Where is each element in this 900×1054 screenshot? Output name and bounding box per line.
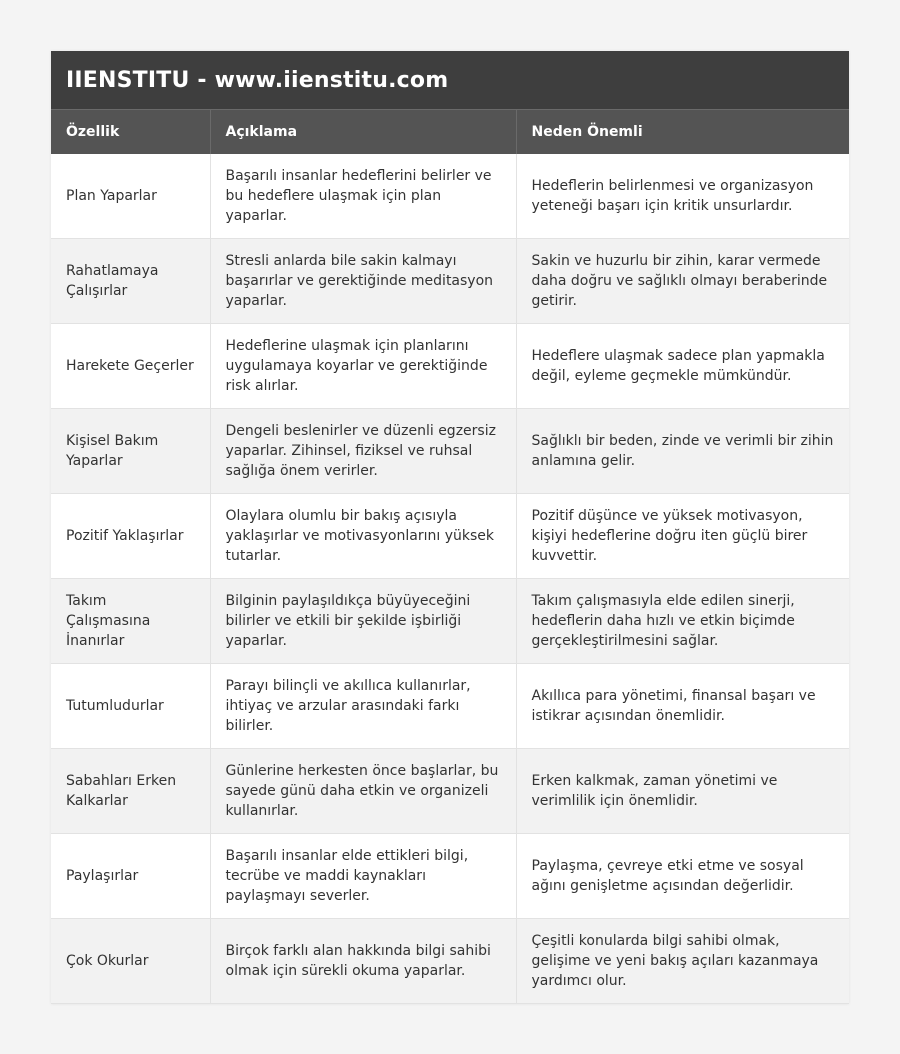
table-row: [51, 324, 849, 409]
feature-cell: Çok Okurlar: [51, 919, 210, 1004]
table-card: [51, 51, 849, 1004]
importance-cell: Paylaşma, çevreye etki etme ve sosyal ağını genişletme açısından değerlidir.: [516, 834, 849, 919]
feature-cell: Plan Yaparlar: [51, 154, 210, 239]
description-cell: Günlerine herkesten önce başlarlar, bu sayede günü daha etkin ve organizeli kullanırlar.: [210, 749, 516, 834]
description-cell: Stresli anlarda bile sakin kalmayı başarırlar ve gerektiğinde meditasyon yaparlar.: [210, 239, 516, 324]
importance-cell: Hedeflerin belirlenmesi ve organizasyon yeteneği başarı için kritik unsurlardır.: [516, 154, 849, 239]
table-row: [51, 409, 849, 494]
importance-cell: Hedeflere ulaşmak sadece plan yapmakla değil, eyleme geçmekle mümkündür.: [516, 324, 849, 409]
feature-cell: Tutumludurlar: [51, 664, 210, 749]
table-row: [51, 919, 849, 1004]
table-header: [51, 110, 849, 154]
title-bar: [51, 51, 849, 109]
importance-cell: Takım çalışmasıyla elde edilen sinerji, hedeflerin daha hızlı ve etkin biçimde gerçekleştirilmesini sağlar.: [516, 579, 849, 664]
feature-cell: Harekete Geçerler: [51, 324, 210, 409]
description-cell: Bilginin paylaşıldıkça büyüyeceğini bilirler ve etkili bir şekilde işbirliği yaparlar.: [210, 579, 516, 664]
feature-cell: Takım Çalışmasına İnanırlar: [51, 579, 210, 664]
column-header-feature: Özellik: [51, 110, 210, 154]
importance-cell: Çeşitli konularda bilgi sahibi olmak, gelişime ve yeni bakış açıları kazanmaya yardımcı olur.: [516, 919, 849, 1004]
table-row: [51, 834, 849, 919]
description-cell: Başarılı insanlar hedeflerini belirler ve bu hedeflere ulaşmak için plan yaparlar.: [210, 154, 516, 239]
table-row: [51, 664, 849, 749]
feature-cell: Paylaşırlar: [51, 834, 210, 919]
table-row: [51, 579, 849, 664]
table-row: [51, 154, 849, 239]
importance-cell: Pozitif düşünce ve yüksek motivasyon, kişiyi hedeflerine doğru iten güçlü birer kuvvettir.: [516, 494, 849, 579]
importance-cell: Sağlıklı bir beden, zinde ve verimli bir zihin anlamına gelir.: [516, 409, 849, 494]
traits-table: [51, 109, 849, 1004]
description-cell: Başarılı insanlar elde ettikleri bilgi, tecrübe ve maddi kaynakları paylaşmayı severler.: [210, 834, 516, 919]
table-row: [51, 494, 849, 579]
table-row: [51, 749, 849, 834]
description-cell: Hedeflerine ulaşmak için planlarını uygulamaya koyarlar ve gerektiğinde risk alırlar.: [210, 324, 516, 409]
header-row: [51, 110, 849, 154]
feature-cell: Pozitif Yaklaşırlar: [51, 494, 210, 579]
column-header-description: Açıklama: [210, 110, 516, 154]
description-cell: Parayı bilinçli ve akıllıca kullanırlar, ihtiyaç ve arzular arasındaki farkı bilirler.: [210, 664, 516, 749]
feature-cell: Sabahları Erken Kalkarlar: [51, 749, 210, 834]
description-cell: Dengeli beslenirler ve düzenli egzersiz yaparlar. Zihinsel, fiziksel ve ruhsal sağlığa önem verirler.: [210, 409, 516, 494]
column-header-importance: Neden Önemli: [516, 110, 849, 154]
importance-cell: Sakin ve huzurlu bir zihin, karar vermede daha doğru ve sağlıklı olmayı beraberinde getirir.: [516, 239, 849, 324]
description-cell: Olaylara olumlu bir bakış açısıyla yaklaşırlar ve motivasyonlarını yüksek tutarlar.: [210, 494, 516, 579]
importance-cell: Akıllıca para yönetimi, finansal başarı ve istikrar açısından önemlidir.: [516, 664, 849, 749]
feature-cell: Kişisel Bakım Yaparlar: [51, 409, 210, 494]
feature-cell: Rahatlamaya Çalışırlar: [51, 239, 210, 324]
description-cell: Birçok farklı alan hakkında bilgi sahibi olmak için sürekli okuma yaparlar.: [210, 919, 516, 1004]
table-body: [51, 154, 849, 1004]
table-row: [51, 239, 849, 324]
page-title: IIENSTITU - www.iienstitu.com: [66, 67, 449, 93]
importance-cell: Erken kalkmak, zaman yönetimi ve verimlilik için önemlidir.: [516, 749, 849, 834]
